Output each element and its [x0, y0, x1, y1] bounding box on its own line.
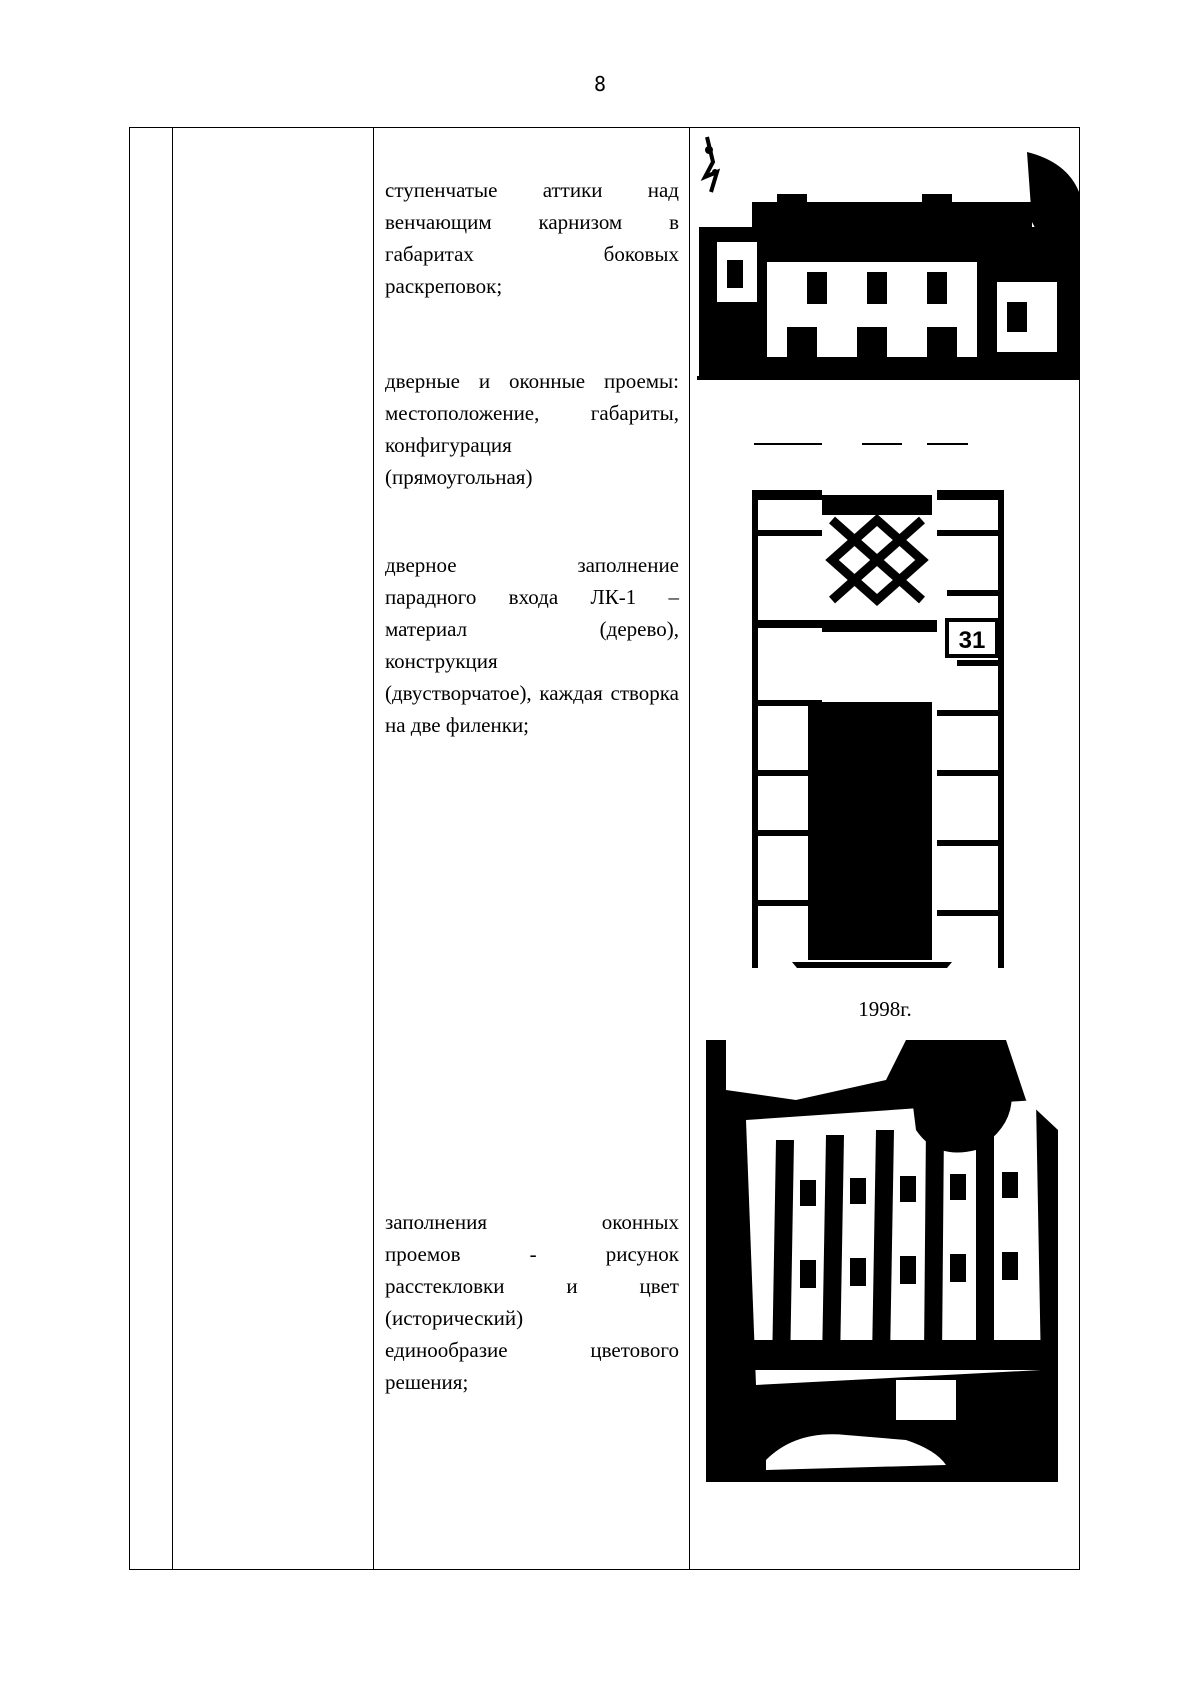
item-attics	[385, 174, 679, 302]
item-door-rest: конструкция (двустворчатое), каждая створка на две филенки;	[385, 649, 679, 737]
item-openings-line-1: дверные и оконные проемы:	[385, 369, 679, 393]
item-attics-line-1: ступенчатые аттики над	[385, 178, 679, 202]
item-openings-rest: конфигурация (прямоугольная)	[385, 433, 533, 489]
item-door-line-3: материал (дерево),	[385, 617, 679, 641]
item-window-rest: (исторический) единообразие цветового решения;	[385, 1306, 679, 1394]
item-openings	[385, 365, 679, 493]
full-facade-photo	[706, 1040, 1058, 1482]
door-photo-caption: 1998г.	[858, 997, 912, 1021]
house-number: 31	[958, 627, 986, 654]
column-divider-1	[172, 127, 173, 1570]
item-window-line-3: расстекловки и цвет	[385, 1274, 679, 1298]
item-window-fill	[385, 1206, 679, 1398]
item-attics-line-2: венчающим карнизом в	[385, 210, 679, 234]
page-number: 8	[593, 72, 607, 96]
entrance-door-photo	[752, 440, 1004, 970]
item-attics-line-3: габаритах боковых	[385, 242, 679, 266]
item-attics-line-4: раскреповок;	[385, 274, 503, 298]
item-door-line-1: дверное заполнение	[385, 553, 679, 577]
column-divider-3	[689, 127, 690, 1570]
column-divider-2	[373, 127, 374, 1570]
item-openings-line-2: местоположение, габариты,	[385, 401, 679, 425]
facade-attic-photo	[697, 132, 1079, 380]
item-door-line-2: парадного входа ЛК-1 –	[385, 585, 679, 609]
item-window-line-1: заполнения оконных	[385, 1210, 679, 1234]
item-door-fill	[385, 549, 679, 741]
item-window-line-2: проемов - рисунок	[385, 1242, 679, 1266]
